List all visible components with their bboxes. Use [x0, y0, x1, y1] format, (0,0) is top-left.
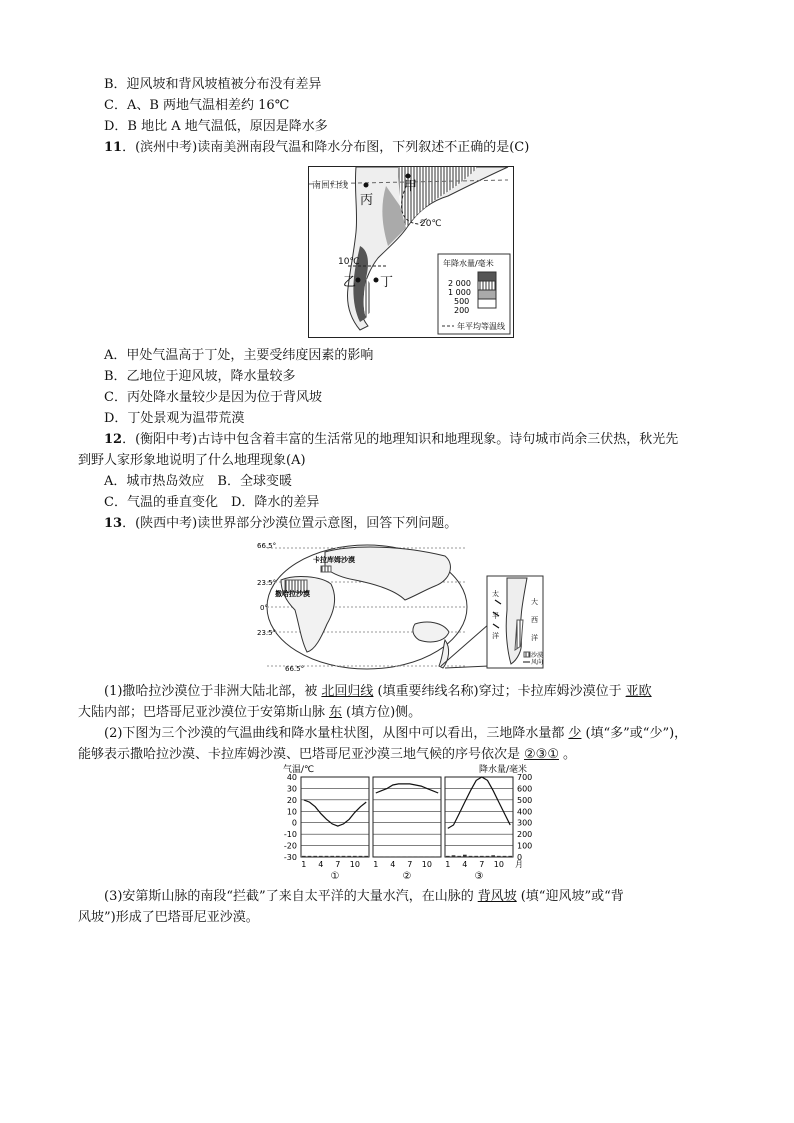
tropic-label: 南回归线: [312, 181, 349, 191]
q13-part3-line1: [104, 888, 624, 906]
temp-tick-label: 20: [286, 795, 297, 805]
temp-tick-label: -20: [283, 841, 297, 851]
q13-part3-line2: 风坡”)形成了巴塔哥尼亚沙漠。: [78, 910, 259, 925]
south-america-map: [308, 166, 514, 338]
precip-tick-label: 400: [517, 807, 533, 817]
precip-bar: [486, 856, 490, 857]
q10-option-b: B．迎风坡和背风坡植被分布没有差异: [104, 77, 322, 92]
label-bing: 丙: [360, 193, 374, 208]
q12-options-cd: C．气温的垂直变化 D．降水的差异: [104, 495, 320, 510]
month-tick-label: 4: [462, 860, 468, 869]
inset-xi: 西: [531, 616, 538, 624]
temp-tick-label: 10: [286, 807, 297, 817]
precip-bar: [302, 856, 306, 857]
precip-bar: [431, 856, 435, 857]
q13-p1-text-d: (填方位)侧。: [346, 705, 422, 720]
point-yi: [356, 278, 361, 283]
month-tick-label: 1: [445, 860, 451, 869]
patagonia-inset: [487, 576, 543, 668]
point-bing: [364, 183, 369, 188]
precip-bar: [425, 856, 429, 857]
inset-yang2: 洋: [531, 634, 538, 642]
legend-1000: 1 000: [448, 288, 471, 297]
month-tick-label: 10: [421, 860, 432, 869]
legend-title: 年降水量/毫米: [443, 259, 494, 268]
q13-p2-text-c: 能够表示撒哈拉沙漠、卡拉库姆沙漠、巴塔哥尼亚沙漠三地气候的序号依次是: [78, 747, 521, 762]
q12-stem-text1: ．(衡阳中考)古诗中包含着丰富的生活常见的地理知识和地理现象。诗句城市尚余三伏热，秋光先: [122, 432, 679, 447]
lat-235s: 23.5°: [257, 629, 277, 637]
month-tick-label: 4: [390, 860, 396, 869]
q11-number: 11: [104, 140, 123, 155]
month-tick-label: 1: [301, 860, 307, 869]
precip-bar: [469, 856, 473, 857]
map-legend: [438, 254, 510, 334]
label-yi: 乙: [343, 275, 357, 290]
label-ding: 丁: [380, 275, 394, 290]
inset-da: 大: [531, 598, 538, 606]
temp-tick-label: 30: [286, 784, 297, 794]
precip-bar: [319, 856, 323, 857]
chart-panel-frame: [445, 777, 513, 857]
q12-number: 12: [104, 432, 123, 447]
precip-bar: [452, 855, 456, 857]
month-tick-label: 7: [335, 860, 341, 869]
precip-bar: [313, 856, 317, 857]
precip-bar: [359, 856, 363, 857]
q13-part2-line2: [78, 746, 576, 764]
chart-panel-frame: [373, 777, 441, 857]
precip-tick-label: 100: [517, 841, 533, 851]
label-10c: 10℃: [338, 257, 360, 267]
chart-panel-number: ②: [402, 871, 412, 882]
chart-panel-number: ①: [330, 871, 340, 882]
lat-235n: 23.5°: [257, 579, 277, 587]
q13-p2-text-d: 。: [562, 747, 576, 762]
precip-bar: [491, 855, 495, 857]
temp-tick-label: 40: [286, 773, 297, 782]
climate-charts: [275, 763, 555, 885]
q13-p1-answer-2: 亚欧: [625, 684, 652, 699]
q11-option-c: C．丙处降水量较少是因为位于背风坡: [104, 390, 322, 405]
temp-tick-label: 0: [291, 818, 297, 828]
legend-2000: 2 000: [448, 279, 471, 288]
precip-bar: [347, 856, 351, 857]
precip-bar: [325, 856, 329, 857]
q13-p2-answer-1: 少: [568, 726, 582, 741]
precip-bar: [436, 856, 440, 857]
sahara-label: 撒哈拉沙漠: [275, 590, 310, 598]
month-tick-label: 10: [493, 860, 504, 869]
temp-tick-label: -30: [283, 853, 297, 862]
temp-axis-label: 气温/℃: [283, 765, 315, 775]
precip-bar: [408, 856, 412, 857]
q11-option-d: D．丁处景观为温带荒漠: [104, 411, 245, 426]
precip-bar: [380, 856, 384, 857]
q13-p3-text-b: (填“迎风坡”或“背: [520, 889, 624, 904]
inset-yang: 洋: [492, 632, 499, 640]
precip-bar: [508, 856, 512, 857]
precip-bar: [391, 856, 395, 857]
world-desert-map: [255, 540, 545, 674]
point-ding: [374, 278, 379, 283]
q10-option-c: C．A、B 两地气温相差约 16℃: [104, 98, 290, 113]
month-tick-label: 10: [349, 860, 360, 869]
precip-bar: [497, 856, 501, 857]
inset-tai: 太: [492, 590, 499, 598]
month-tick-label: 7: [407, 860, 413, 869]
precip-bar: [397, 856, 401, 857]
chart-panel-number: ③: [474, 871, 484, 882]
lat-665n: 66.5°: [257, 542, 277, 550]
q13-p2-text-a: (2)下图为三个沙漠的气温曲线和降水量柱状图，从图中可以看出，三地降水量都: [104, 726, 565, 741]
month-axis-label: 月: [515, 860, 523, 869]
precip-tick-label: 600: [517, 784, 533, 794]
precip-tick-label: 300: [517, 818, 533, 828]
q11-option-a: A．甲处气温高于丁处，主要受纬度因素的影响: [104, 348, 374, 363]
q13-number: 13: [104, 516, 123, 531]
label-jia: 甲: [404, 179, 418, 194]
inset-ping: 平: [492, 612, 499, 620]
q11-option-b: B．乙地位于迎风坡，降水量较多: [104, 369, 296, 384]
q13-p2-answer-2: ②③①: [524, 747, 559, 762]
precip-bar: [503, 856, 507, 857]
q13-p1-text-a: (1)撒哈拉沙漠位于非洲大陆北部，被: [104, 684, 318, 699]
precip-bar: [385, 856, 389, 857]
inset-legend-desert: 沙漠: [531, 652, 544, 659]
precip-axis-label: 降水量/毫米: [479, 765, 528, 775]
q13-part1-line1: [104, 683, 656, 701]
q12-options-ab: A．城市热岛效应 B．全球变暖: [104, 474, 292, 489]
q11-stem: [104, 139, 529, 157]
q13-stem: [104, 515, 457, 533]
q10-option-d: D．B 地比 A 地气温低，原因是降水多: [104, 119, 328, 134]
precip-bar: [419, 856, 423, 857]
climate-charts-svg: [275, 763, 555, 885]
legend-200: 200: [454, 306, 470, 315]
q13-p1-answer-3: 东: [329, 705, 343, 720]
q13-stem-text: ．(陕西中考)读世界部分沙漠位置示意图，回答下列问题。: [122, 516, 458, 531]
month-tick-label: 1: [373, 860, 379, 869]
karakum-label: 卡拉库姆沙漠: [313, 556, 355, 564]
q13-part2-line1: [104, 725, 687, 743]
q12-stem-line1: [104, 431, 678, 449]
precip-bar: [374, 856, 378, 857]
inset-legend-wind: 风向: [531, 659, 544, 666]
precip-bar: [402, 856, 406, 857]
karakum-area: [321, 566, 331, 572]
q11-stem-text: ．(滨州中考)读南美洲南段气温和降水分布图，下列叙述不正确的是(C): [122, 140, 530, 155]
point-jia: [406, 174, 411, 179]
q13-p3-text-a: (3)安第斯山脉的南段“拦截”了来自太平洋的大量水汽，在山脉的: [104, 889, 474, 904]
q12-stem-line2: 到野人家形象地说明了什么地理现象(A): [78, 453, 306, 468]
legend-isotherm: 年平均等温线: [457, 322, 505, 331]
lat-665s: 66.5°: [285, 665, 305, 673]
month-tick-label: 7: [479, 860, 485, 869]
precip-tick-label: 0: [517, 853, 523, 862]
precip-bar: [463, 855, 467, 857]
precip-bar: [336, 856, 340, 857]
legend-500: 500: [454, 297, 470, 306]
q13-p1-text-c: 大陆内部；巴塔哥尼亚沙漠位于安第斯山脉: [78, 705, 326, 720]
precip-bar: [308, 856, 312, 857]
precip-bar: [480, 856, 484, 857]
month-tick-label: 4: [318, 860, 324, 869]
precip-bar: [457, 856, 461, 857]
precip-bar: [342, 856, 346, 857]
precip-bar: [330, 856, 334, 857]
precip-bar: [414, 856, 418, 857]
lat-0: 0°: [260, 604, 268, 612]
precip-bar: [474, 856, 478, 857]
precip-bar: [446, 856, 450, 857]
precip-bar: [353, 856, 357, 857]
chart-panel-frame: [301, 777, 369, 857]
temp-tick-label: -10: [283, 830, 297, 840]
q13-p1-answer-1: 北回归线: [321, 684, 374, 699]
label-20c: 20℃: [420, 219, 442, 229]
precip-tick-label: 500: [517, 795, 533, 805]
precip-tick-label: 200: [517, 830, 533, 840]
precip-tick-label: 700: [517, 773, 533, 782]
q13-p3-answer: 背风坡: [477, 889, 517, 904]
q13-part1-line2: [78, 704, 421, 722]
q13-p2-text-b: (填“多”或“少”)，: [585, 726, 688, 741]
q13-p1-text-b: (填重要纬线名称)穿过；卡拉库姆沙漠位于: [377, 684, 622, 699]
precip-bar: [364, 856, 368, 857]
